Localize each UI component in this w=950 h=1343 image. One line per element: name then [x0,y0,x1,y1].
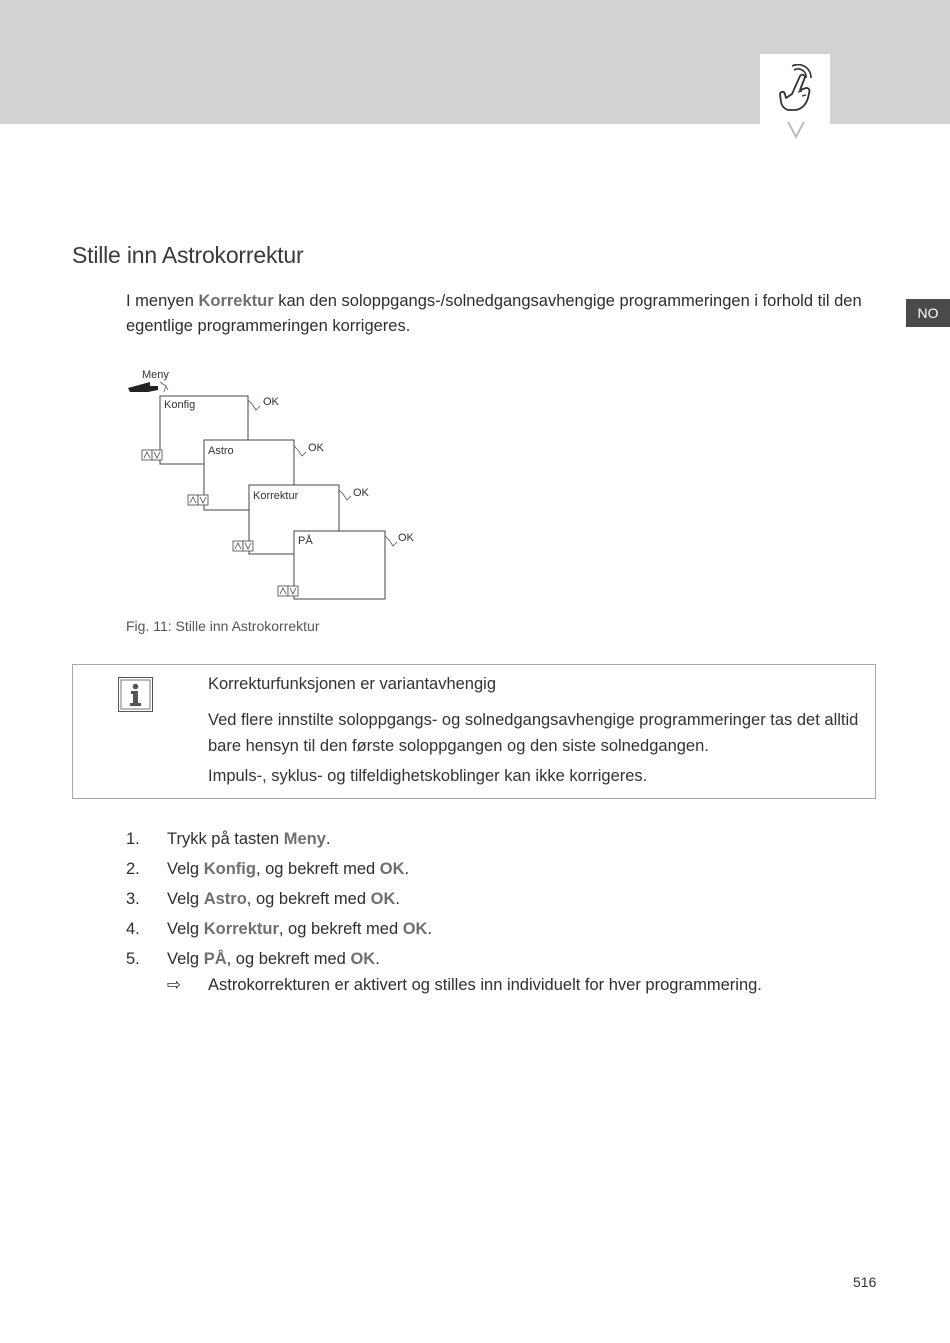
menu-diagram [120,360,430,610]
menu-box-label: Konfig [164,399,196,411]
step-number: 5. [126,949,140,968]
menu-box-label: Korrektur [253,490,299,502]
intro-term: Korrektur [198,292,274,310]
result-text: Astrokorrekturen er aktivert og stilles inn individuelt for hver programmering. [208,975,762,994]
language-tab: NO [906,299,950,327]
up-down-arrows-icon [142,450,162,460]
info-icon [118,677,153,712]
info-paragraph: Impuls-, syklus- og tilfeldighetskoblinger kan ikke korrigeres. [208,767,648,785]
info-heading: Korrekturfunksjonen er variantavhengig [208,675,497,693]
ok-label: OK [353,487,369,499]
steps-list [126,824,432,974]
ok-label: OK [398,532,414,544]
page-title: Stille inn Astrokorrektur [72,242,304,268]
touch-tab-pointer [787,122,805,139]
step-number: 3. [126,889,140,908]
step-number: 1. [126,829,140,848]
step-text: Velg Konfig, og bekreft med OK. [167,859,410,878]
intro-pre: I menyen [126,292,199,310]
step-text: Trykk på tasten Meny. [167,829,331,848]
up-down-arrows-icon [233,541,253,551]
step-item [126,914,432,944]
touch-hand-icon [774,64,816,114]
ok-label: OK [263,396,279,408]
page-number: 516 [853,1274,877,1290]
result-arrow-icon: ⇨ [167,976,181,994]
step-item [126,944,432,974]
menu-label: Meny [142,369,169,381]
step-text: Velg Korrektur, og bekreft med OK. [167,919,433,938]
step-text: Velg Astro, og bekreft med OK. [167,889,400,908]
info-box [72,664,876,799]
ok-label: OK [308,442,324,454]
step-number: 4. [126,919,140,938]
touch-tab [760,54,830,124]
up-down-arrows-icon [278,586,298,596]
step-item [126,884,432,914]
step-number: 2. [126,859,140,878]
menu-box-label: PÅ [298,535,313,547]
step-text: Velg PÅ, og bekreft med OK. [167,949,380,968]
step-result [167,975,762,995]
menu-box-pa [278,531,415,599]
step-item [126,854,432,884]
figure-caption: Fig. 11: Stille inn Astrokorrektur [126,618,320,634]
pointing-hand-icon [128,382,158,392]
up-down-arrows-icon [188,495,208,505]
intro-paragraph [126,289,866,339]
menu-box-label: Astro [208,445,234,457]
info-paragraph: Ved flere innstilte soloppgangs- og solnedgangsavhengige programmeringer tas det alltid bare hensyn til den første soloppgangen og den siste solnedgangen. [208,711,859,755]
intro-post: kan den soloppgangs-/solnedgangsavhengige programmeringen i forhold til den egentlige programmeringen korrigeres. [126,292,862,335]
step-item [126,824,432,854]
